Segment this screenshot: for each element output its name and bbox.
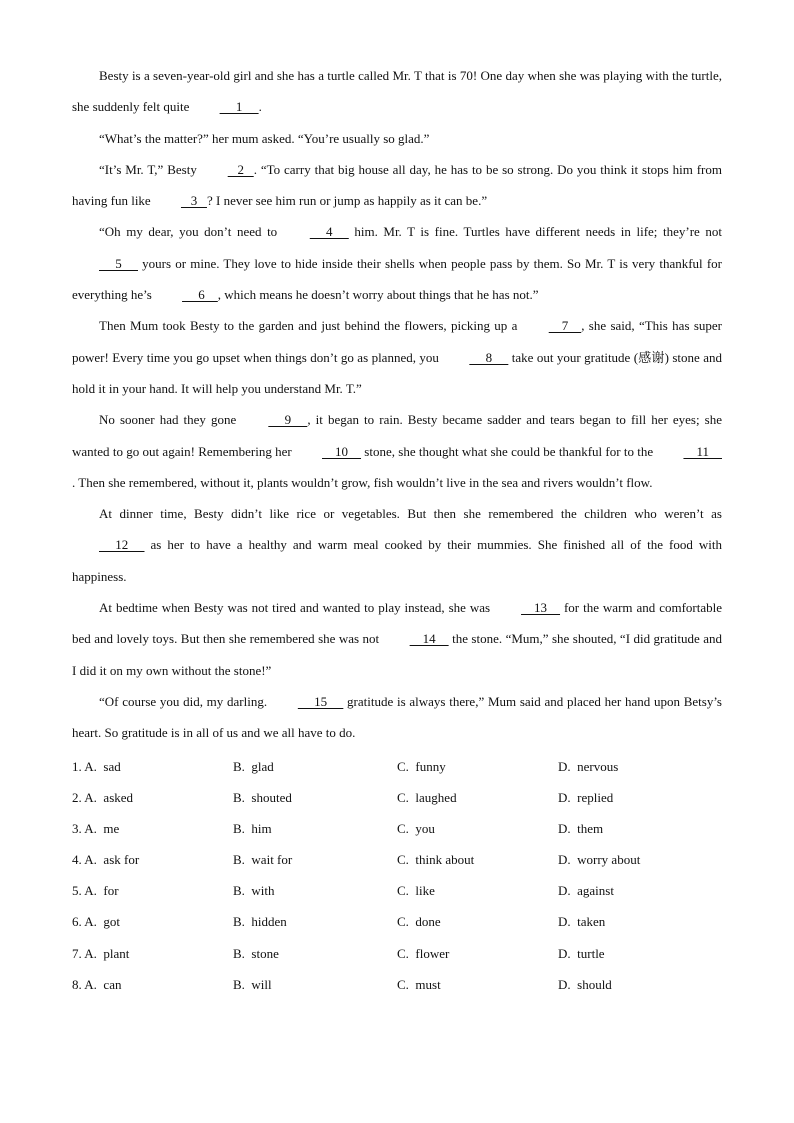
option-b: B. shouted [233,789,292,805]
option-a: 8. A. can [72,976,122,992]
option-a: 6. A. got [72,914,121,930]
option-a: 1. A. sad [72,758,121,774]
answer-blank: 12 [99,537,145,553]
option-d: D. against [558,883,614,899]
passage-paragraph [72,310,722,404]
passage-text: “What’s the matter?” her mum asked. “You’re usually so glad.” [99,130,430,146]
option-b: B. will [233,976,272,992]
answer-blank: 1 [219,99,259,115]
passage-paragraph [72,686,722,749]
passage-text: him. Mr. T is fine. Turtles have different needs in life; they’re not [348,224,722,240]
option-b: B. glad [233,758,274,774]
passage-text: as her to have a healthy and warm meal cooked by their mummies. She finished all of the food with happiness. [72,537,722,584]
option-a: 2. A. asked [72,789,134,805]
passage-paragraph [72,592,722,686]
question-row [72,906,722,937]
passage-text: take out your gratitude (感谢) stone and hold it in your hand. It will help you understand Mr. T.” [72,349,723,396]
option-c: C. flower [397,945,450,961]
answer-blank: 7 [548,318,582,334]
passage-text: ? I never see him run or jump as happily as it can be.” [206,193,488,209]
question-row [72,875,722,906]
option-d: D. turtle [558,945,605,961]
option-c: C. like [397,883,435,899]
passage-text: . Then she remembered, without it, plants wouldn’t grow, fish wouldn’t live in the sea and rivers wouldn’t flow. [72,474,653,490]
answer-blank: 14 [409,631,449,647]
answer-options [72,751,722,1001]
passage-paragraph [72,154,722,217]
passage-text: . “To carry that big house all day, he has to be so strong. Do you think it stops him from having fun like [72,161,722,209]
option-a: 7. A. plant [72,945,130,961]
option-b: B. stone [233,945,279,961]
passage-text: At bedtime when Besty was not tired and wanted to play instead, she was [99,600,495,616]
answer-blank: 15 [297,693,344,709]
answer-blank: 2 [227,161,254,177]
passage-paragraph [72,498,722,592]
question-row [72,969,722,1000]
passage-paragraph [72,60,722,123]
answer-blank: 13 [521,600,561,616]
passage-text: “It’s Mr. T,” Besty [99,161,201,177]
option-b: B. wait for [233,852,293,868]
document-page [72,60,722,1000]
passage-text: , it began to rain. Besty became sadder and tears began to fill her eyes; she wanted to go out again! Remembering her [72,412,722,459]
passage-text: gratitude is always there,” Mum said and placed her hand upon Betsy’s heart. So gratitude is in all of us and we all have to do. [72,693,722,741]
passage-text: the stone. “Mum,” she shouted, “I did gratitude and I did it on my own without the stone!” [72,631,722,678]
passage-text: , which means he doesn’t worry about things that he has not.” [217,287,539,303]
option-d: D. them [558,820,604,836]
answer-blank: 10 [322,443,362,459]
passage-paragraph [72,123,722,154]
option-c: C. think about [397,852,475,868]
passage-text: . [258,99,262,115]
answer-blank: 5 [99,255,138,271]
option-b: B. hidden [233,914,287,930]
option-c: C. must [397,976,441,992]
answer-blank: 9 [268,412,308,428]
option-c: C. you [397,820,435,836]
answer-blank: 6 [182,287,218,303]
question-row [72,938,722,969]
passage-text: Then Mum took Besty to the garden and just behind the flowers, picking up a [99,318,522,334]
answer-blank: 11 [683,443,722,459]
passage-text: stone, she thought what she could be thankful for to the [361,443,657,459]
passage-paragraph [72,404,722,498]
passage-text: “Oh my dear, you don’t need to [99,224,283,240]
reading-passage [72,60,722,749]
option-a: 4. A. ask for [72,852,140,868]
option-b: B. him [233,820,272,836]
passage-text: At dinner time, Besty didn’t like rice or vegetables. But then she remembered the children who weren’t as [99,506,722,522]
answer-blank: 3 [180,193,207,209]
option-c: C. laughed [397,789,457,805]
question-row [72,782,722,813]
question-row [72,813,722,844]
option-a: 3. A. me [72,820,120,836]
option-d: D. taken [558,914,606,930]
passage-text: for the warm and comfortable bed and lovely toys. But then she remembered she was not [72,600,722,647]
answer-blank: 4 [309,224,349,240]
passage-text: yours or mine. They love to hide inside their shells when people pass by them. So Mr. T is very thankful for everything he’s [72,255,722,303]
option-d: D. worry about [558,852,641,868]
option-b: B. with [233,883,275,899]
answer-blank: 8 [469,349,509,365]
passage-text: Besty is a seven-year-old girl and she has a turtle called Mr. T that is 70! One day when she was playing with the turtle, she suddenly felt quite [72,68,722,115]
option-d: D. replied [558,789,614,805]
question-row [72,844,722,875]
option-d: D. should [558,976,612,992]
passage-text: No sooner had they gone [99,412,242,428]
passage-paragraph [72,216,722,310]
option-a: 5. A. for [72,883,119,899]
option-c: C. funny [397,758,446,774]
passage-text: “Of course you did, my darling. [99,693,271,709]
question-row [72,751,722,782]
passage-text: , she said, “This has super power! Every time you go upset when things don’t go as planned, you [72,318,722,365]
option-c: C. done [397,914,441,930]
option-d: D. nervous [558,758,619,774]
